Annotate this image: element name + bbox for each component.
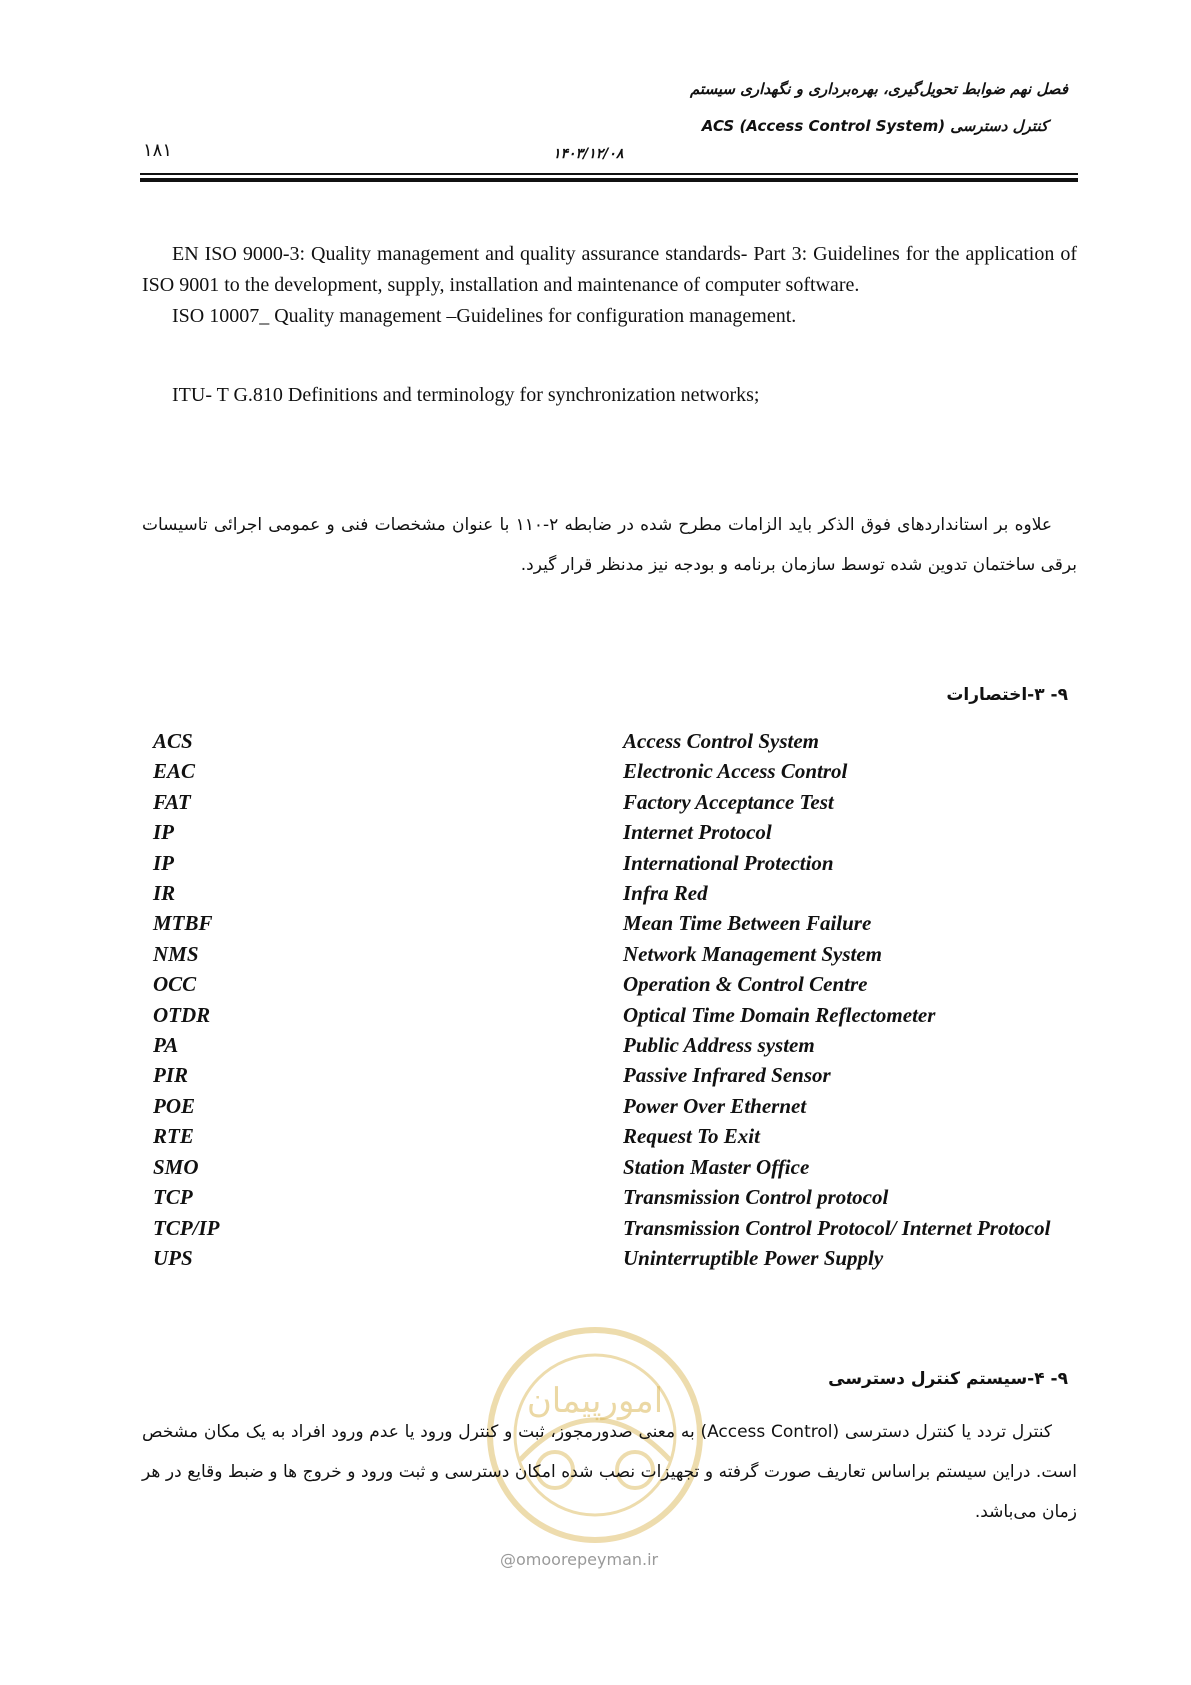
access-control-paragraph	[142, 1412, 1077, 1532]
abbreviation-term: PA	[153, 1033, 179, 1058]
abbreviations-table	[153, 726, 1083, 1273]
watermark-logo-text: امورپیمان	[526, 1381, 664, 1421]
abbreviation-meaning: Factory Acceptance Test	[623, 789, 834, 814]
intro-paragraph	[142, 505, 1077, 585]
abbreviation-term: FAT	[153, 789, 191, 814]
abbreviation-row	[153, 787, 1083, 817]
abbreviation-term: SMO	[153, 1154, 199, 1179]
abbreviation-meaning: Access Control System	[623, 729, 820, 753]
abbreviation-term: EAC	[153, 759, 196, 784]
abbreviation-meaning: Passive Infrared Sensor	[623, 1063, 831, 1088]
abbreviation-term: IP	[153, 850, 174, 875]
system-title: کنترل دسترسی (ACS (Access Control System	[701, 117, 1048, 135]
abbreviation-meaning: Infra Red	[623, 881, 708, 906]
abbreviation-meaning: Operation & Control Centre	[623, 972, 868, 997]
abbreviation-meaning: Optical Time Domain Reflectometer	[623, 1002, 936, 1027]
abbreviation-term: UPS	[153, 1245, 193, 1270]
intro-paragraph-text: علاوه بر استانداردهای فوق الذکر باید الزامات مطرح شده در ضابطه ۲-۱۱۰ با عنوان مشخصات فنی و عمومی اجرائی تاسیسات برقی ساختمان تدوین شده توسط سازمان برنامه و بودجه نیز مدنظر قرار گیرد.	[142, 515, 1077, 575]
abbreviation-meaning: Network Management System	[623, 941, 883, 966]
access-control-paragraph-text: کنترل تردد یا کنترل دسترسی (Access Control) به معنی صدورمجوز، ثبت و کنترل ورود یا عدم ورود افراد به یک مکان مشخص است. دراین سیستم براساس تعاریف صورت گرفته و تجهیزات نصب شده امکان دسترسی و ثبت ورود و خروج ها و ضبط وقایع در هر زمان می‌باشد.	[142, 1422, 1077, 1522]
reference-itu	[142, 380, 1077, 411]
abbreviation-term: ACS	[153, 729, 193, 753]
abbreviation-row	[153, 1000, 1083, 1030]
abbreviation-term: MTBF	[153, 911, 213, 936]
abbreviations-heading: ۹- ۳-اختصارات	[946, 685, 1068, 705]
abbreviation-term: NMS	[153, 941, 199, 966]
abbreviation-term: RTE	[153, 1124, 194, 1149]
abbreviation-meaning: Transmission Control protocol	[623, 1185, 889, 1210]
header-date: ۱۴۰۳/۱۲/۰۸	[553, 146, 624, 162]
abbreviation-meaning: Internet Protocol	[623, 820, 772, 845]
abbreviation-row	[153, 878, 1083, 908]
abbreviation-row	[153, 1213, 1083, 1243]
abbreviation-row	[153, 726, 1083, 756]
abbreviation-term: OCC	[153, 972, 197, 997]
abbreviation-row	[153, 1121, 1083, 1151]
watermark-url: @omoorepeyman.ir	[500, 1550, 659, 1569]
access-control-heading: ۹- ۴-سیستم کنترل دسترسی	[828, 1369, 1068, 1389]
abbreviation-term: PIR	[153, 1063, 189, 1088]
abbreviation-row	[153, 939, 1083, 969]
abbreviation-row	[153, 1152, 1083, 1182]
reference-en-iso-9000: EN ISO 9000-3: Quality management and quality assurance standards- Part 3: Guidelines for the application of ISO 9001 to the development, supply, installation and maintenance of computer software.	[142, 243, 1077, 296]
page-number: ۱۸۱	[143, 140, 173, 161]
abbreviation-row	[153, 1091, 1083, 1121]
abbreviation-row	[153, 1243, 1083, 1273]
abbreviation-row	[153, 756, 1083, 786]
abbreviation-meaning: Mean Time Between Failure	[623, 911, 872, 936]
header-divider-thin	[140, 173, 1078, 175]
abbreviation-term: POE	[153, 1093, 195, 1118]
abbreviation-row	[153, 908, 1083, 938]
chapter-title: فصل نهم ضوابط تحویل‌گیری، بهره‌برداری و نگهداری سیستم	[689, 80, 1068, 98]
abbreviation-meaning: Uninterruptible Power Supply	[623, 1245, 884, 1270]
abbreviation-row	[153, 848, 1083, 878]
abbreviation-meaning: Power Over Ethernet	[623, 1093, 807, 1118]
abbreviation-meaning: International Protection	[623, 850, 834, 875]
abbreviation-meaning: Station Master Office	[623, 1154, 810, 1179]
abbreviation-row	[153, 969, 1083, 999]
abbreviation-meaning: Transmission Control Protocol/ Internet Protocol	[623, 1215, 1051, 1240]
abbreviation-term: IP	[153, 820, 174, 845]
abbreviation-term: TCP	[153, 1185, 193, 1210]
abbreviation-row	[153, 817, 1083, 847]
abbreviation-term: OTDR	[153, 1002, 211, 1027]
abbreviation-meaning: Request To Exit	[623, 1124, 760, 1149]
reference-list	[142, 239, 1077, 332]
header-divider-thick	[140, 178, 1078, 182]
reference-iso-10007: ISO 10007_ Quality management –Guidelines for configuration management.	[172, 305, 797, 327]
reference-itu-g810: ITU- T G.810 Definitions and terminology for synchronization networks;	[172, 384, 760, 406]
abbreviation-row	[153, 1030, 1083, 1060]
abbreviation-row	[153, 1060, 1083, 1090]
abbreviation-term: TCP/IP	[153, 1215, 220, 1240]
abbreviation-meaning: Electronic Access Control	[623, 759, 848, 784]
abbreviation-meaning: Public Address system	[623, 1033, 815, 1058]
abbreviation-term: IR	[153, 881, 176, 906]
abbreviation-row	[153, 1182, 1083, 1212]
